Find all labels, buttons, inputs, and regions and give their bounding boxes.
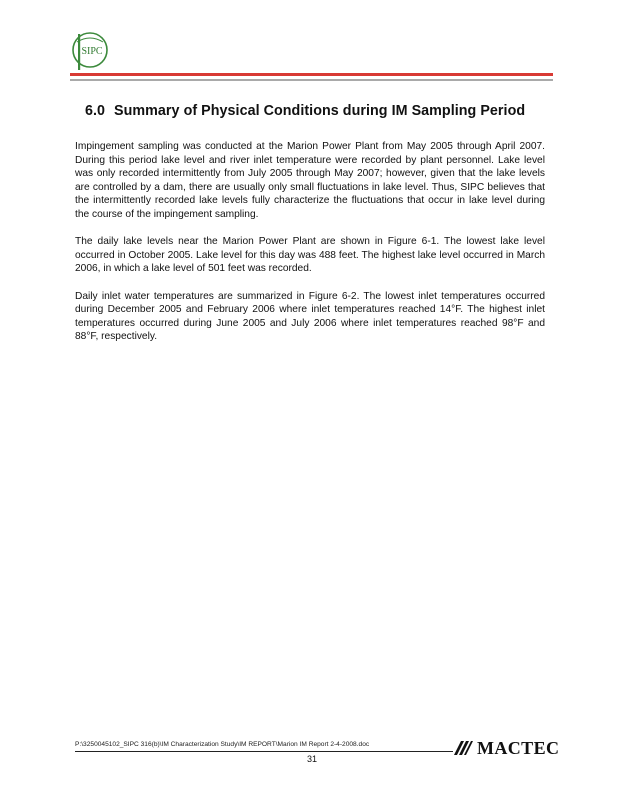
mactec-wordmark: MACTEC — [477, 737, 560, 758]
mactec-mark-icon — [452, 739, 474, 757]
footer-rule — [75, 751, 453, 752]
section-heading — [85, 103, 555, 119]
paragraph-2: The daily lake levels near the Marion Power Plant are shown in Figure 6-1. The lowest lake level occurred in October 2005. Lake level for this day was 488 feet. The highest lake level occurred in March 2006, in which a lake level of 501 feet was recorded. — [75, 236, 545, 274]
sipc-logo — [70, 30, 110, 72]
paragraph-1: Impingement sampling was conducted at the Marion Power Plant from May 2005 through April 2007. During this period lake level and river inlet temperature were recorded by plant personnel. Lake level was only recorded intermittently from July 2005 through May 2007; however, given that the lake levels are controlled by a dam, there are usually only small fluctuations in lake level. Thus, SIPC believes that the intermittently recorded lake levels fully characterize the fluctuations that occur in lake level during the course of the impingement sampling. — [75, 141, 545, 220]
section-number: 6.0 — [85, 103, 106, 119]
logo-text: SIPC — [81, 46, 103, 57]
paragraph-3: Daily inlet water temperatures are summarized in Figure 6-2. The lowest inlet temperatures occurred during December 2005 and February 2006 where inlet temperatures reached 14°F. The highest inlet temperatures occurred during June 2005 and July 2006 where inlet temperatures reached 98°F and 88°F, respectively. — [75, 290, 545, 342]
footer-file-path: P:\3250045102_SIPC 316(b)\IM Characterization Study\IM REPORT\Marion IM Report 2-4-2008.doc — [75, 741, 370, 748]
mactec-logo — [452, 738, 559, 758]
section-title: Summary of Physical Conditions during IM Sampling Period — [114, 103, 526, 119]
page-number: 31 — [306, 754, 317, 764]
header-red-rule — [70, 73, 553, 76]
header-gray-rule — [70, 79, 553, 81]
body-text — [75, 140, 545, 358]
